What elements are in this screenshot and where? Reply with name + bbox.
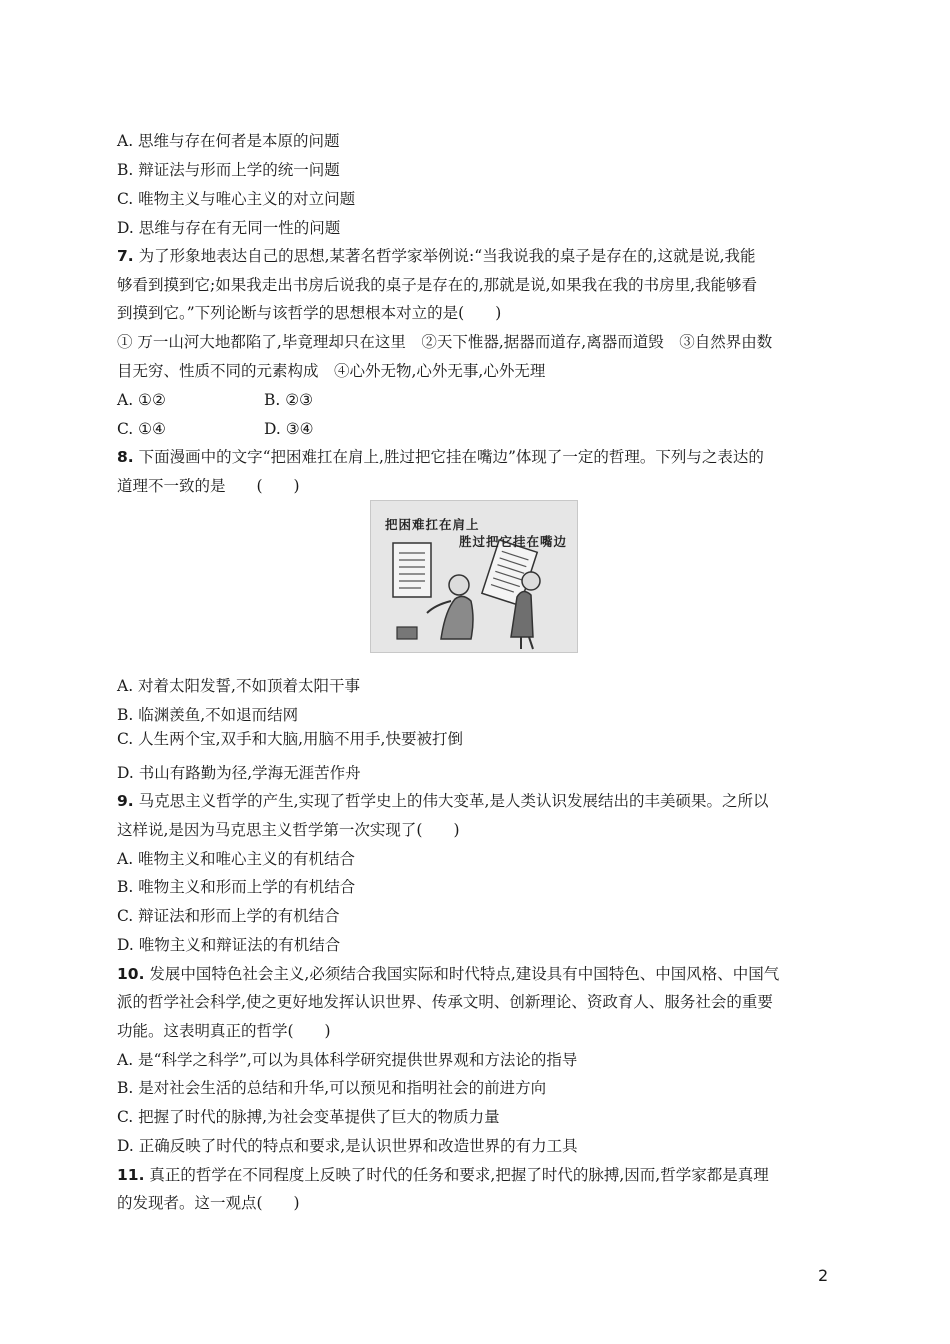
q9-option-b: B. 唯物主义和形而上学的有机结合 bbox=[117, 878, 356, 896]
right-figure-head bbox=[522, 572, 540, 590]
q10-option-c: C. 把握了时代的脉搏,为社会变革提供了巨大的物质力量 bbox=[117, 1108, 500, 1126]
q10-option-d: D. 正确反映了时代的特点和要求,是认识世界和改造世界的有力工具 bbox=[117, 1137, 578, 1155]
q9-option-a: A. 唯物主义和唯心主义的有机结合 bbox=[117, 850, 356, 868]
q9-stem-line-1 bbox=[117, 791, 833, 811]
q7-statements-line-1: ① 万一山河大地都陷了,毕竟理却只在这里 ②天下惟器,据器而道存,离器而道毁 ③自然界由数 bbox=[117, 333, 773, 351]
q7-stem-line-3: 到摸到它。”下列论断与该哲学的思想根本对立的是( ) bbox=[117, 304, 502, 322]
q9-option-d: D. 唯物主义和辩证法的有机结合 bbox=[117, 936, 341, 954]
mug bbox=[397, 627, 417, 639]
q10-stem-line-2: 派的哲学社会科学,使之更好地发挥认识世界、传承文明、创新理论、资政育人、服务社会的重要 bbox=[117, 993, 773, 1011]
q7-number: 7. bbox=[117, 247, 134, 265]
q9-number: 9. bbox=[117, 792, 134, 810]
q9-stem-text: 马克思主义哲学的产生,实现了哲学史上的伟大变革,是人类认识发展结出的丰美硕果。之所以 bbox=[138, 792, 769, 810]
q7-option-c: C. ①④ bbox=[117, 420, 166, 438]
q7-stem-line-1 bbox=[117, 246, 833, 266]
q8-option-c: C. 人生两个宝,双手和大脑,用脑不用手,快要被打倒 bbox=[117, 730, 463, 748]
q6-option-a: A. 思维与存在何者是本原的问题 bbox=[117, 132, 340, 150]
q10-stem-line-1 bbox=[117, 964, 833, 984]
q7-option-d: D. ③④ bbox=[264, 420, 314, 438]
q8-number: 8. bbox=[117, 448, 134, 466]
page-number: 2 bbox=[818, 1266, 829, 1285]
cartoon-caption-line-1: 把困难扛在肩上 bbox=[385, 517, 480, 532]
left-paper bbox=[393, 543, 431, 597]
q11-stem-line-2: 的发现者。这一观点( ) bbox=[117, 1194, 300, 1212]
q7-options-row-1 bbox=[117, 390, 833, 410]
cartoon-caption-line-2: 胜过把它挂在嘴边 bbox=[459, 534, 568, 549]
q10-option-a: A. 是“科学之科学”,可以为具体科学研究提供世界观和方法论的指导 bbox=[117, 1051, 578, 1069]
q10-stem-line-3: 功能。这表明真正的哲学( ) bbox=[117, 1022, 331, 1040]
left-figure-head bbox=[449, 575, 469, 595]
q8-option-b: B. 临渊羡鱼,不如退而结网 bbox=[117, 706, 299, 724]
q11-number: 11. bbox=[117, 1166, 145, 1184]
q8-option-d: D. 书山有路勤为径,学海无涯苦作舟 bbox=[117, 764, 361, 782]
q6-option-d: D. 思维与存在有无同一性的问题 bbox=[117, 219, 341, 237]
q7-option-b: B. ②③ bbox=[264, 391, 314, 409]
q8-stem-line-1 bbox=[117, 447, 833, 467]
cartoon-image bbox=[370, 500, 578, 653]
q7-statements-line-2: 目无穷、性质不同的元素构成 ④心外无物,心外无事,心外无理 bbox=[117, 362, 546, 380]
q8-option-a: A. 对着太阳发誓,不如顶着太阳干事 bbox=[117, 677, 360, 695]
q9-option-c: C. 辩证法和形而上学的有机结合 bbox=[117, 907, 340, 925]
q6-option-b: B. 辩证法与形而上学的统一问题 bbox=[117, 161, 340, 179]
q9-stem-line-2: 这样说,是因为马克思主义哲学第一次实现了( ) bbox=[117, 821, 460, 839]
q7-options-row-2 bbox=[117, 419, 833, 439]
q11-stem-text: 真正的哲学在不同程度上反映了时代的任务和要求,把握了时代的脉搏,因而,哲学家都是真理 bbox=[149, 1166, 769, 1184]
q8-stem-line-2: 道理不一致的是 ( ) bbox=[117, 477, 300, 495]
q11-stem-line-1 bbox=[117, 1165, 833, 1185]
q10-number: 10. bbox=[117, 965, 145, 983]
q6-option-c: C. 唯物主义与唯心主义的对立问题 bbox=[117, 190, 356, 208]
q7-stem-line-2: 够看到摸到它;如果我走出书房后说我的桌子是存在的,那就是说,如果我在我的书房里,我能够看 bbox=[117, 276, 758, 294]
q10-stem-text: 发展中国特色社会主义,必须结合我国实际和时代特点,建设具有中国特色、中国风格、中国气 bbox=[149, 965, 780, 983]
q8-stem-text: 下面漫画中的文字“把困难扛在肩上,胜过把它挂在嘴边”体现了一定的哲理。下列与之表达的 bbox=[138, 448, 764, 466]
q7-stem-text: 为了形象地表达自己的思想,某著名哲学家举例说:“当我说我的桌子是存在的,这就是说,我能 bbox=[138, 247, 756, 265]
q7-option-a: A. ①② bbox=[117, 391, 166, 409]
q10-option-b: B. 是对社会生活的总结和升华,可以预见和指明社会的前进方向 bbox=[117, 1079, 547, 1097]
